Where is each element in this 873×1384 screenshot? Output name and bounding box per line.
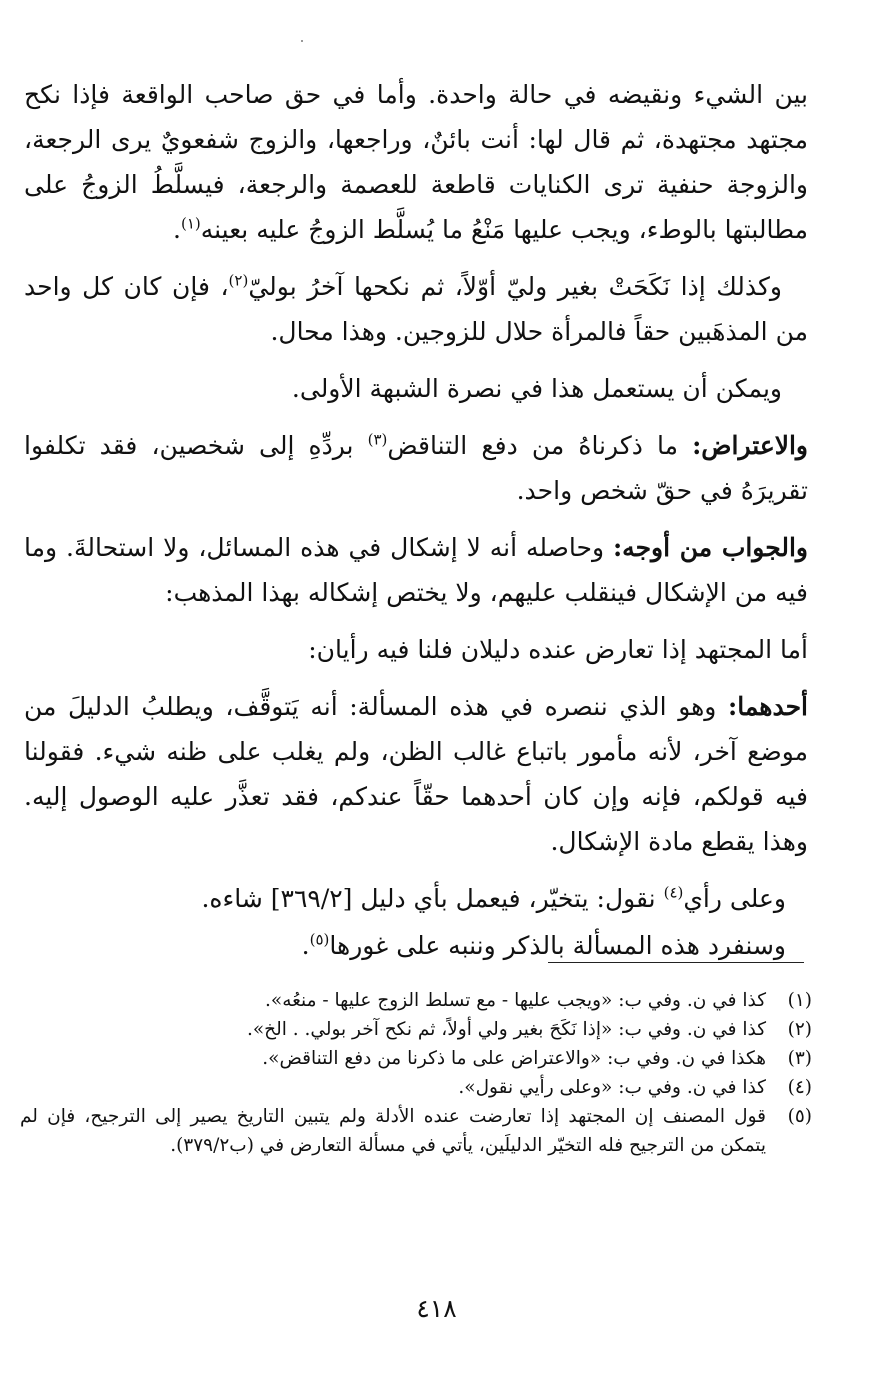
footnote-number: (٤) [787,1077,812,1098]
paragraph-2-text: وكذلك إذا نَكَحَتْ بغير وليّ أوّلاً، ثم نكحها آخرُ بوليّ [248,272,783,301]
footnote-text: كذا في ن. وفي ب: «وعلى رأيي نقول». [458,1077,766,1098]
footnote-text: قول المصنف إن المجتهد إذا تعارضت عنده الأدلة ولم يتبين التاريخ يصير إلى الترجيح، فإن لم يتمكن من الترجيح فله التخيّر الدليلَين، يأتي في مسألة التعارض في (ب٣٧٩/٢). [20,1106,766,1156]
paragraph-1-text: بين الشيء ونقيضه في حالة واحدة. وأما في حق صاحب الواقعة فإذا نكح مجتهد مجتهدة، ثم قال لها: أنت بائنٌ، وراجعها، والزوج شفعويٌ يرى الرجعة، والزوجة حنفية ترى الكنايات قاطعة للعصمة والرجعة، فيسلَّطُ الزوجُ على مطالبتها بالوطء، ويجب عليها مَنْعُ ما يُسلَّط الزوجُ عليه بعينه [24,80,808,244]
paragraph-2-end: ، فإن كان كل واحد من المذهَبين حقاً فالمرأة حلال للزوجين. وهذا محال. [24,272,808,346]
footnote-text: كذا في ن. وفي ب: «ويجب عليها - مع تسلط الزوج عليها - منعُه». [265,990,766,1011]
footnote-5 [20,1102,812,1160]
footnote-number: (١) [787,990,812,1011]
first-opinion-heading: أحدهما: [728,692,809,721]
paragraph-8-text-a: وعلى رأي [683,884,786,913]
paragraph-6 [24,627,808,672]
footnote-number: (٢) [787,1019,812,1040]
footnotes [20,986,812,1160]
footnote-ref-4: (٤) [663,883,684,902]
paragraph-3 [24,366,808,411]
paragraph-7 [24,684,808,864]
footnote-ref-1: (١) [180,214,201,233]
paragraph-7-text: وهو الذي ننصره في هذه المسألة: أنه يَتوقَّف، ويطلبُ الدليلَ من موضع آخر، لأنه مأمور باتباع غالب الظن، ولم يغلب على ظنه شيء. فقولنا فيه قولكم، فإنه وإن كان أحدهما حقّاً عندكم، فقد تعذَّر عليه الوصول إليه. وهذا يقطع مادة الإشكال. [24,692,808,856]
paragraph-5-text: وحاصله أنه لا إشكال في هذه المسائل، ولا استحالةَ. وما فيه من الإشكال فينقلب عليهم، ولا يختص إشكاله بهذا المذهب: [24,533,808,607]
main-text-body [24,72,808,980]
paragraph-4-text-a: ما ذكرناهُ من دفع التناقض [387,431,693,460]
paragraph-3-text: ويمكن أن يستعمل هذا في نصرة الشبهة الأولى. [291,374,782,403]
paragraph-4-text-b: بردِّهِ إلى شخصين، فقد تكلفوا تقريرَهُ في حقّ شخص واحد. [24,431,808,505]
paragraph-1 [24,72,808,252]
paragraph-8-text-b: نقول: يتخيّر، فيعمل بأي دليل [٣٦٩/٢] شاءه. [201,884,664,913]
objection-heading: والاعتراض: [692,431,809,460]
footnote-separator [548,962,804,963]
paragraph-6-text: أما المجتهد إذا تعارض عنده دليلان فلنا فيه رأيان: [308,635,808,664]
page-speck [301,40,303,42]
paragraph-9-text-a: وسنفرد هذه المسألة بالذكر وننبه على غورها [329,931,786,960]
footnote-ref-3: (٣) [367,430,388,449]
footnote-number: (٣) [787,1048,812,1069]
footnote-ref-2: (٢) [228,271,249,290]
footnote-ref-5: (٥) [309,930,330,949]
page-number: ٤١٨ [416,1294,457,1323]
paragraph-2 [24,264,808,354]
paragraph-4 [24,423,808,513]
footnote-2 [20,1015,812,1044]
answer-heading: والجواب من أوجه: [612,533,808,562]
paragraph-8 [24,876,808,921]
paragraph-9-end: . [301,931,310,960]
footnote-3 [20,1044,812,1073]
paragraph-5 [24,525,808,615]
footnote-4 [20,1073,812,1102]
paragraph-1-end: . [173,215,181,244]
footnote-number: (٥) [787,1106,812,1127]
footnote-text: هكذا في ن. وفي ب: «والاعتراض على ما ذكرنا من دفع التناقض». [262,1048,766,1069]
footnote-1 [20,986,812,1015]
footnote-text: كذا في ن. وفي ب: «إذا نَكَحَ بغير ولي أولاً، ثم نكح آخر بولي. . الخ». [246,1019,766,1040]
